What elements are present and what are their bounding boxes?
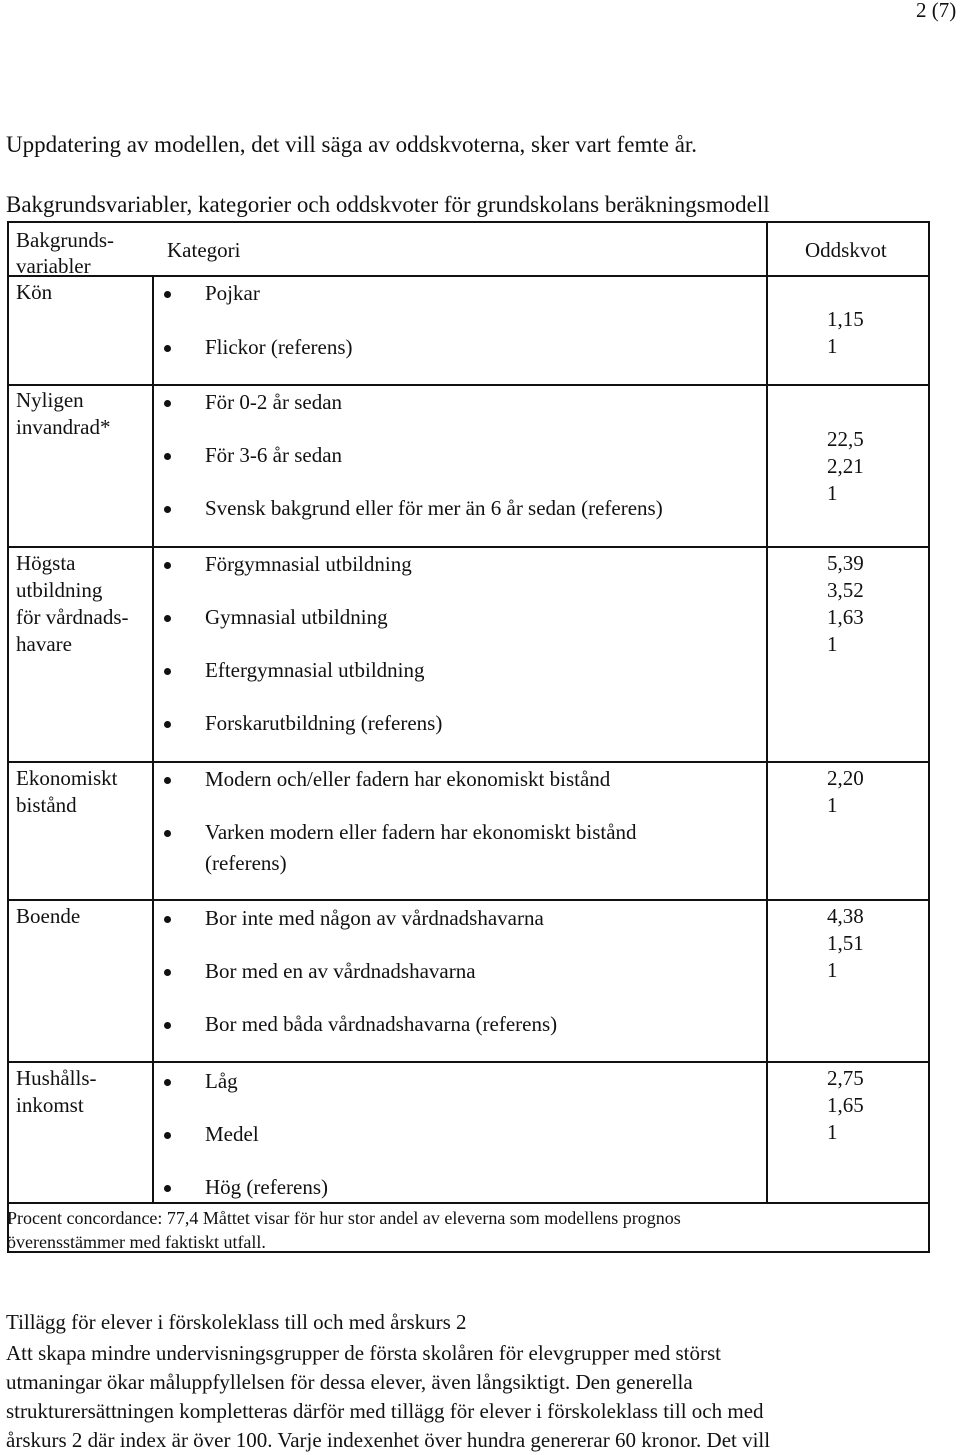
header-category: Kategori [167,238,241,262]
table-footer-note: Procent concordance: 77,4 Måttet visar för hur stor andel av eleverna som modellens prognos överensstämmer med faktiskt utfall. [7,1208,681,1252]
row-variable-hogsta-utbildning: Högsta utbildning för vårdnads- havare [16,551,129,656]
row-variable-boende: Boende [16,904,81,928]
table-divider [152,275,154,1202]
table-divider [9,546,928,548]
row-variable-hushallsinkomst: Hushålls- inkomst [16,1066,97,1117]
section-title: Tillägg för elever i förskoleklass till och med årskurs 2 [6,1310,467,1334]
row-variable-kon: Kön [16,280,53,304]
row-odds-nyligen-invandrad: 22,5 2,21 1 [827,427,864,505]
row-odds-hushallsinkomst: 2,75 1,65 1 [827,1066,864,1144]
table-divider [766,223,768,1202]
row-odds-hogsta-utbildning: 5,39 3,52 1,63 1 [827,551,864,656]
row-variable-ekonomiskt-bistand: Ekonomiskt bistånd [16,766,118,817]
table-caption: Bakgrundsvariabler, kategorier och oddskvoter för grundskolans beräkningsmodell [6,192,770,217]
table-divider [9,1061,928,1063]
section-body: Att skapa mindre undervisningsgrupper de första skolåren för elevgrupper med störst utmaningar ökar måluppfyllelsen för dessa elever, även långsiktigt. Den generella strukturersättningen kompletteras därför med tillägg för elever i förskoleklass till och med årskurs 2 där index är över 100. Varje indexenhet över hundra genererar 60 kronor. Det vill [6,1341,771,1452]
header-odds: Oddskvot [805,238,887,262]
odds-table: Bakgrunds- variabler Kategori Oddskvot Kön Pojkar Flickor (referens) 1,15 1 Nyligen invandrad* För 0-2 år sedan För 3-6 år sedan Svensk bakgrund eller för mer än 6 år sedan (referens) 22,5 2,21 1 Högsta utbildning för vårdnads- havare Förgymnasial utbildning Gymnasial utbildning Eftergymnasial utbildning Forskarutbildning (referens) 5,39 3,52 1,63 1 Ekonomiskt bistånd Modern och/eller fadern har ekonomiskt bistånd Varken modern eller fadern har ekonomiskt bistånd (referens) 2,20 1 Boende Bor inte med någon av vårdnadshavarna Bor med en av vårdnadshavarna Bor med båda vårdnadshavarna (referens) 4,38 1,51 1 Hushålls- inkomst Låg Medel Hög (referens) 2,75 1,65 1 [7,221,930,1253]
table-divider [9,275,928,277]
row-odds-boende: 4,38 1,51 1 [827,904,864,982]
header-variable: Bakgrunds- variabler [16,228,114,278]
page-number: 2 (7) [916,0,957,22]
table-divider [9,384,928,386]
row-odds-kon: 1,15 1 [827,307,864,358]
row-variable-nyligen-invandrad: Nyligen invandrad* [16,388,111,439]
intro-text: Uppdatering av modellen, det vill säga av oddskvoterna, sker vart femte år. [6,132,698,157]
row-odds-ekonomiskt-bistand: 2,20 1 [827,766,864,817]
table-divider [9,761,928,763]
table-divider [9,1202,928,1204]
table-divider [9,899,928,901]
